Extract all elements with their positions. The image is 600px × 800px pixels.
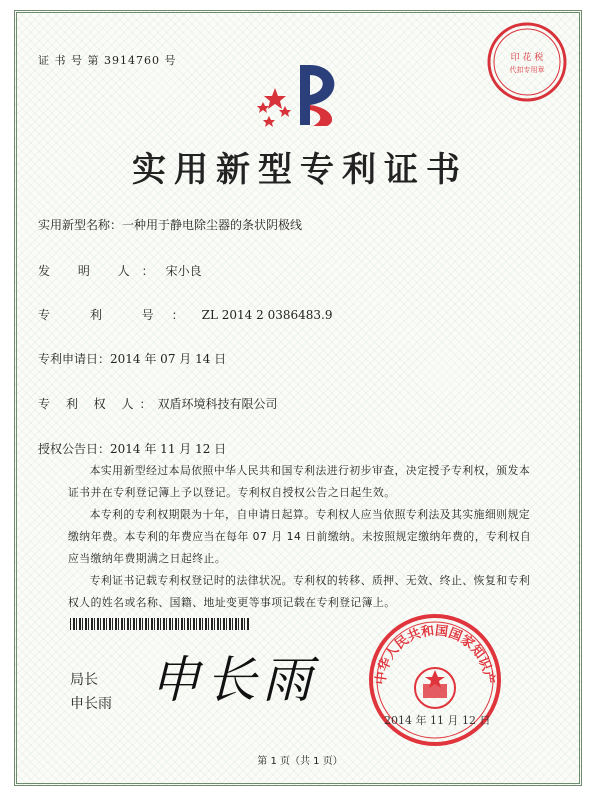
agency-seal-small <box>485 20 569 108</box>
director-title: 局长 <box>70 672 98 688</box>
inventor-field <box>38 262 202 279</box>
handwritten-signature: 申长雨 <box>150 651 318 709</box>
body-paragraph-2: 本专利的专利权期限为十年，自申请日起算。专利权人应当依照专利法及其实施细则规定缴纳年费。本专利的年费应当在每年 07 月 14 日前缴纳。未按照规定缴纳年费的，专利权自应当缴纳年费期满之日起终止。 <box>68 508 532 565</box>
inventor-label: 发 明 人： <box>38 264 166 278</box>
filing-date-value: 2014 年 07 月 14 日 <box>110 352 227 366</box>
grant-date-label: 授权公告日： <box>38 442 111 456</box>
patentee-value: 双盾环境科技有限公司 <box>157 397 278 411</box>
svg-text:印 花 税: 印 花 税 <box>510 53 544 63</box>
patent-number-label: 专 利 号： <box>38 308 202 322</box>
director-block <box>70 668 112 716</box>
patent-number-field <box>38 306 332 323</box>
page-footer: 第 1 页（共 1 页） <box>257 756 343 767</box>
grant-date-field <box>38 440 226 457</box>
patent-number-value: ZL 2014 2 0386483.9 <box>201 308 333 322</box>
certificate-number: 证 书 号 第 3914760 号 <box>38 54 177 67</box>
utility-name-value: 一种用于静电除尘器的条状阴极线 <box>122 218 303 232</box>
body-paragraph-3: 专利证书记载专利权登记时的法律状况。专利权的转移、质押、无效、终止、恢复和专利权人的姓名或名称、国籍、地址变更等事项记载在专利登记簿上。 <box>68 574 531 609</box>
official-seal <box>365 610 505 754</box>
document-title: 实用新型专利证书 <box>132 150 468 190</box>
patentee-field <box>38 395 277 412</box>
director-name: 申长雨 <box>70 696 112 712</box>
filing-date-field <box>38 350 226 367</box>
barcode <box>70 618 250 630</box>
utility-name-label: 实用新型名称： <box>38 218 123 232</box>
utility-name-field <box>38 216 302 233</box>
svg-text:中华人民共和国国家知识产权局: 中华人民共和国国家知识产 <box>373 623 497 686</box>
inventor-value: 宋小良 <box>165 264 202 278</box>
certificate-body <box>68 460 538 614</box>
grant-date-value: 2014 年 11 月 12 日 <box>110 442 227 456</box>
patentee-label: 专 利 权 人： <box>38 397 158 411</box>
seal-date: 2014 年 11 月 12 日 <box>384 714 491 727</box>
filing-date-label: 专利申请日： <box>38 352 111 366</box>
svg-text:代扣专用章: 代扣专用章 <box>509 66 545 74</box>
body-paragraph-1: 本实用新型经过本局依照中华人民共和国专利法进行初步审查，决定授予专利权，颁发本证书并在专利登记簿上予以登记。专利权自授权公告之日起生效。 <box>68 464 531 499</box>
patent-office-emblem <box>255 60 355 134</box>
